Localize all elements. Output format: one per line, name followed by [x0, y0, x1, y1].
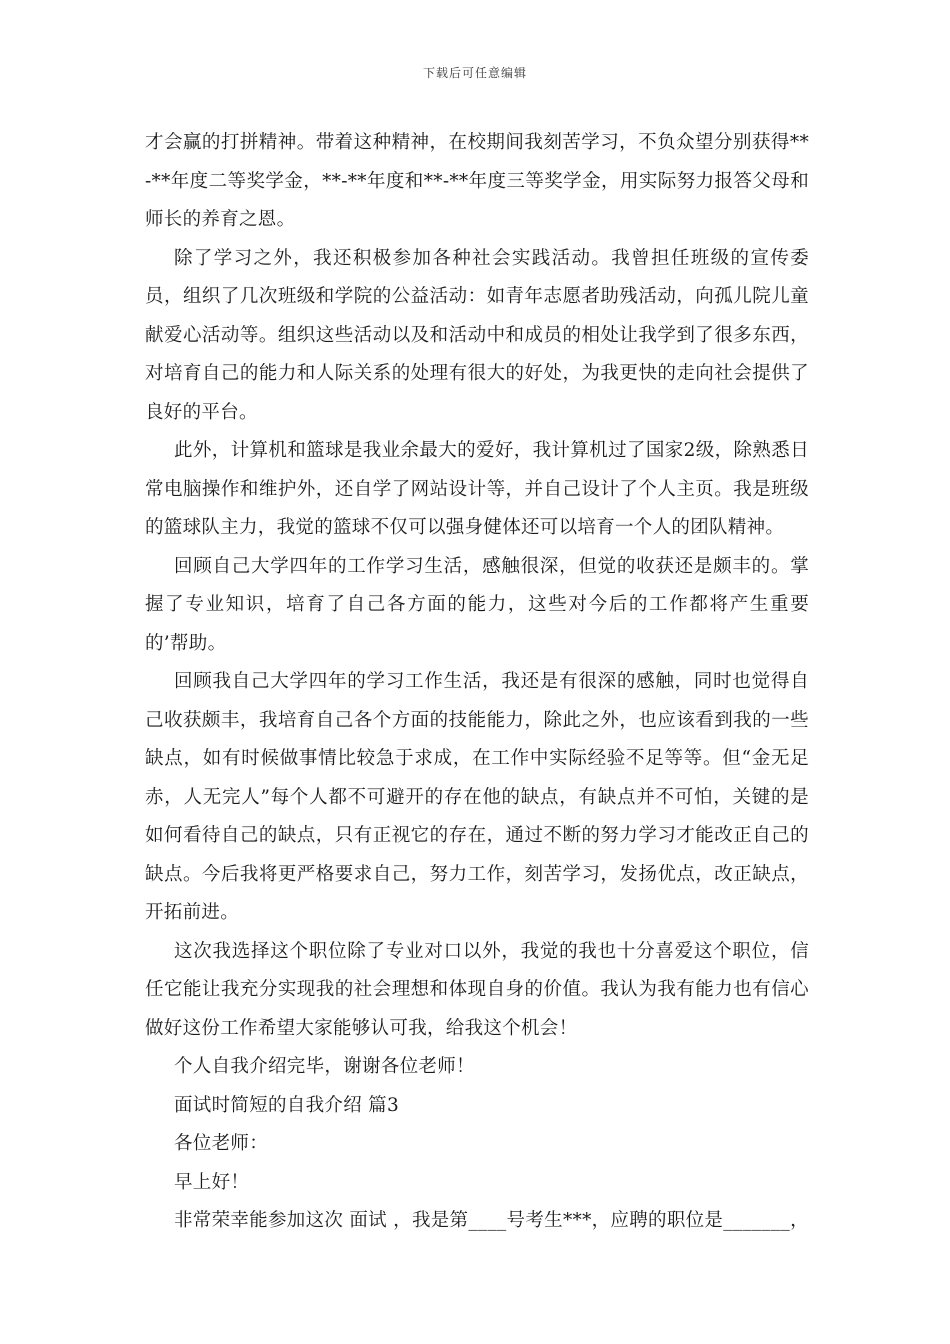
- paragraph-3: 此外，计算机和篮球是我业余最大的爱好，我计算机过了国家2级，除熟悉日常电脑操作和维护外，还自学了网站设计等，并自己设计了个人主页。我是班级的篮球队主力，我觉的篮球不仅可以强身健体还可以培育一个人的团队精神。: [145, 440, 809, 538]
- salutation: 各位老师：: [174, 1133, 269, 1154]
- page-header-note: 下载后可任意编辑: [422, 66, 527, 80]
- paragraph-intro: 非常荣幸能参加这次 面试 ，我是第____号考生***，应聘的职位是_______，: [174, 1210, 809, 1231]
- greeting: 早上好！: [174, 1171, 250, 1193]
- paragraph-5: 回顾我自己大学四年的学习工作生活，我还是有很深的感触，同时也觉得自己收获颇丰，我培育自己各个方面的技能能力，除此之外，也应该看到我的一些缺点，如有时候做事情比较急于求成，在工作中实际经验不足等等。但“金无足赤，人无完人”每个人都不可避开的存在他的缺点，有缺点并不可怕，关键的是如何看待自己的缺点，只有正视它的存在，通过不断的努力学习才能改正自己的缺点。今后我将更严格要求自己，努力工作，刻苦学习，发扬优点，改正缺点，开拓前进。: [145, 671, 809, 923]
- paragraph-4: 回顾自己大学四年的工作学习生活，感触很深，但觉的收获还是颇丰的。掌握了专业知识，培育了自己各方面的能力，这些对今后的工作都将产生重要的’帮助。: [145, 555, 809, 654]
- paragraph-7: 个人自我介绍完毕，谢谢各位老师！: [174, 1056, 475, 1077]
- section-heading: 面试时简短的自我介绍 篇3: [174, 1094, 400, 1116]
- document-body: [145, 124, 809, 1241]
- paragraph-2: 除了学习之外，我还积极参加各种社会实践活动。我曾担任班级的宣传委员，组织了几次班级和学院的公益活动：如青年志愿者助残活动，向孤儿院儿童献爱心活动等。组织这些活动以及和活动中和成员的相处让我学到了很多东西，对培育自己的能力和人际关系的处理有很大的好处，为我更快的走向社会提供了良好的平台。: [145, 247, 809, 423]
- paragraph-1: 才会赢的打拼精神。带着这种精神，在校期间我刻苦学习，不负众望分别获得**-**年度二等奖学金，**-**年度和**-**年度三等奖学金，用实际努力报答父母和师长的养育之恩。: [145, 132, 809, 230]
- paragraph-6: 这次我选择这个职位除了专业对口以外，我觉的我也十分喜爱这个职位，信任它能让我充分实现我的社会理想和体现自身的价值。我认为我有能力也有信心做好这份工作希望大家能够认可我，给我这个机会！: [145, 940, 809, 1039]
